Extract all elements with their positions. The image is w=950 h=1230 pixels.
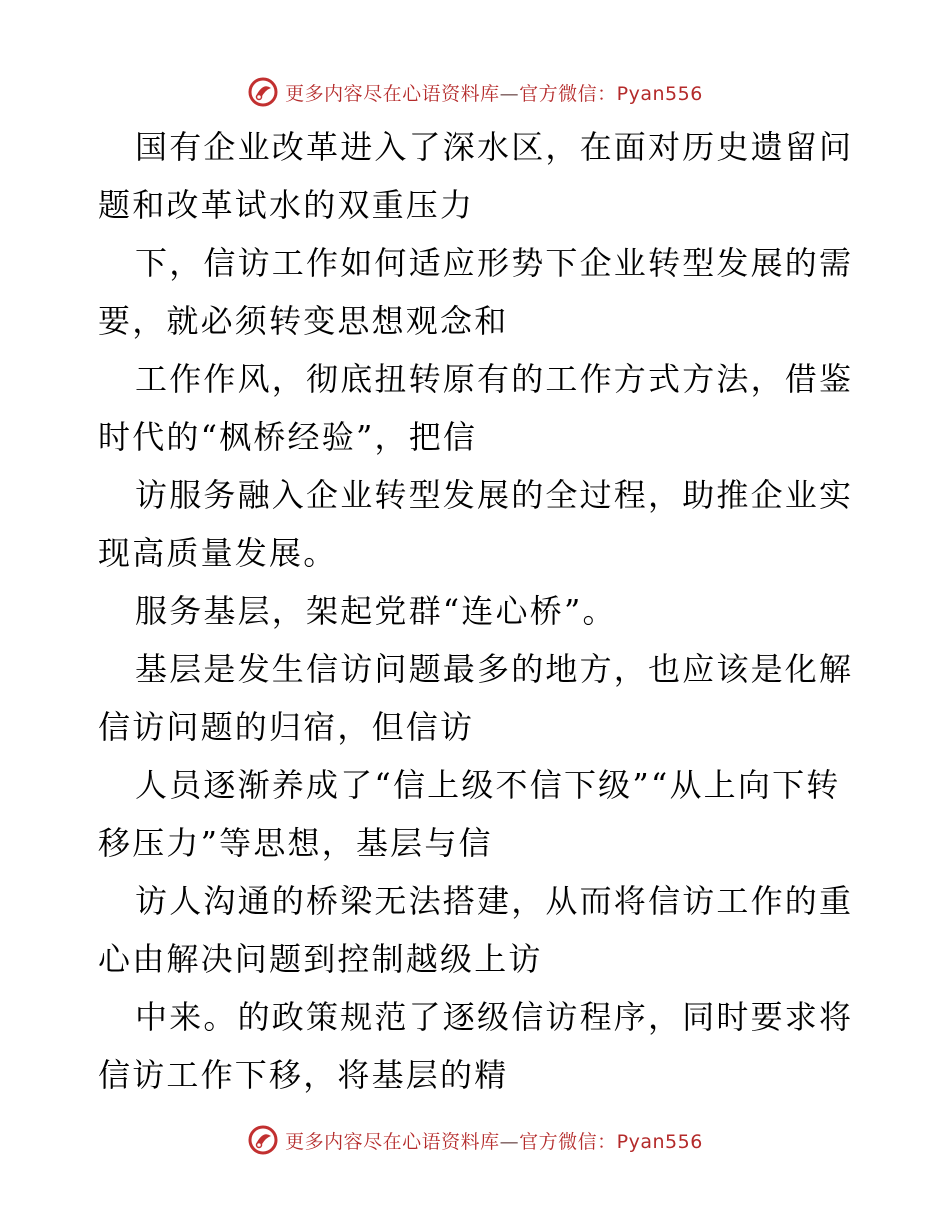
footer-watermark-text: 更多内容尽在心语资料库—官方微信：Pyan556	[285, 1130, 703, 1153]
paragraph: 中来。的政策规范了逐级信访程序，同时要求将信访工作下移，将基层的精	[98, 998, 854, 1094]
paragraph: 访服务融入企业转型发展的全过程，助推企业实现高质量发展。	[98, 476, 854, 572]
paragraph: 人员逐渐养成了“信上级不信下级”“从上向下转移压力”等思想，基层与信	[98, 766, 841, 862]
document-body	[98, 118, 858, 1104]
paragraph: 服务基层，架起党群“连心桥”。	[135, 592, 617, 630]
footer-watermark-banner	[0, 1120, 950, 1160]
paragraph: 基层是发生信访问题最多的地方，也应该是化解信访问题的归宿，但信访	[98, 650, 854, 746]
red-swirl-logo-icon	[247, 76, 279, 108]
paragraph: 国有企业改革进入了深水区，在面对历史遗留问题和改革试水的双重压力	[98, 128, 854, 224]
paragraph: 下，信访工作如何适应形势下企业转型发展的需要，就必须转变思想观念和	[98, 244, 854, 340]
paragraph: 访人沟通的桥梁无法搭建，从而将信访工作的重心由解决问题到控制越级上访	[98, 882, 854, 978]
header-watermark-text: 更多内容尽在心语资料库—官方微信：Pyan556	[285, 82, 703, 105]
header-watermark-banner	[0, 72, 950, 112]
paragraph: 工作作风，彻底扭转原有的工作方式方法，借鉴时代的“枫桥经验”，把信	[98, 360, 854, 456]
red-swirl-logo-icon	[247, 1124, 279, 1156]
